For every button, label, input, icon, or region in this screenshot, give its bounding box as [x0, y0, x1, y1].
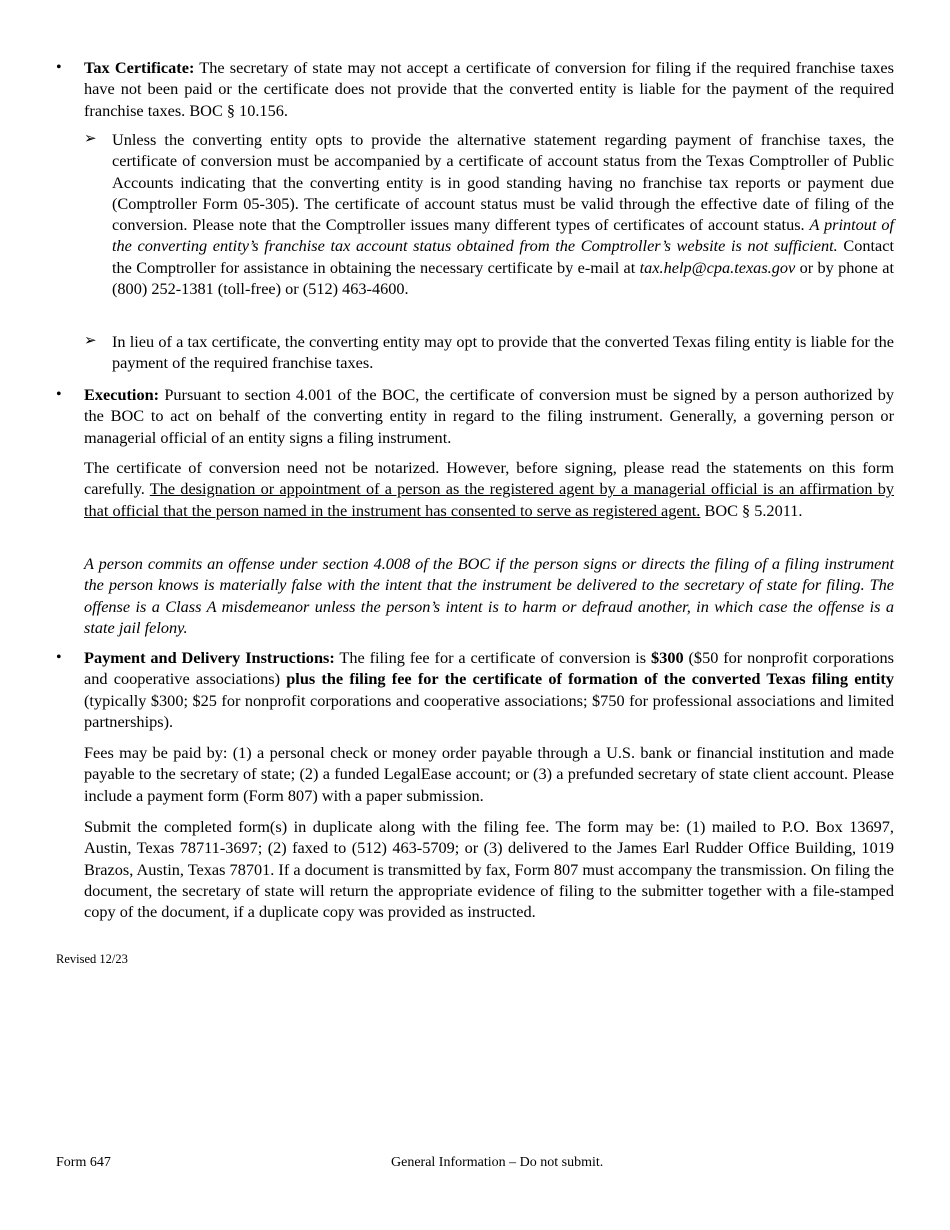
tax-certificate-text: Tax Certificate: The secretary of state may not accept a certificate of conversion for filing if the required franchise taxes have not been paid or the certificate does not provide that the converted entity is liable for the payment of the required franchise taxes. BOC § 10.156. [84, 58, 894, 120]
execution-bullet [56, 384, 894, 448]
tax-sub-item-1-text: Unless the converting entity opts to provide the alternative statement regarding payment of franchise taxes, the certificate of conversion must be accompanied by a certificate of account status from the Texas Comptroller of Public Accounts indicating that the converting entity is in good standing having no franchise tax reports or payment due (Comptroller Form 05-305). The certificate of account status must be valid through the effective date of filing of the conversion. Please note that the Comptroller issues many different types of certificates of account status. A printout of the converting entity’s franchise tax account status obtained from the Comptroller’s website is not sufficient. Contact the Comptroller for assistance in obtaining the necessary certificate by e-mail at tax.help@cpa.texas.gov or by phone at (800) 252-1381 (toll-free) or (512) 463-4600. [112, 130, 894, 299]
execution-label: Execution: [84, 385, 160, 404]
submission-instructions-paragraph: Submit the completed form(s) in duplicate along with the filing fee. The form may be: (1) mailed to P.O. Box 13697, Austin, Texas 78711-3697; (2) faxed to (512) 463-5709; or (3) delivered to the James Earl Rudder Office Building, 1019 Brazos, Austin, Texas 78701. If a document is transmitted by fax, Form 807 must accompany the transmission. On filing the document, the secretary of state will return the appropriate evidence of filing to the submitter together with a file-stamped copy of the document, if a duplicate copy was provided as instructed. [84, 817, 894, 922]
execution-text: Execution: Pursuant to section 4.001 of the BOC, the certificate of conversion must be signed by a person authorized by the BOC to act on behalf of the converting entity in regard to the filing instrument. Generally, a governing person or managerial official of an entity signs a filing instrument. [84, 385, 894, 447]
bullet-icon: • [56, 649, 62, 666]
revision-date: Revised 12/23 [56, 952, 128, 966]
payment-text: Payment and Delivery Instructions: The filing fee for a certificate of conversion is $300 ($50 for nonprofit corporations and cooperative associations) plus the filing fee for the certificate of formation of the converted Texas filing entity (typically $300; $25 for nonprofit corporations and cooperative associations; $750 for professional associations and limited partnerships). [84, 648, 894, 731]
footer-notice: General Information – Do not submit. [391, 1155, 604, 1170]
payment-label: Payment and Delivery Instructions: [84, 648, 335, 667]
tax-sub-item-1 [84, 129, 894, 299]
fee-payment-methods-paragraph: Fees may be paid by: (1) a personal check or money order payable through a U.S. bank or financial institution and made payable to the secretary of state; (2) a funded LegalEase account; or (3) a prefunded secretary of state client account. Please include a payment form (Form 807) with a paper submission. [84, 743, 894, 805]
tax-sub-item-2 [84, 331, 894, 374]
tax-sub-item-2-text: In lieu of a tax certificate, the converting entity may opt to provide that the converted Texas filing entity is liable for the payment of the required franchise taxes. [112, 332, 894, 373]
registered-agent-affirmation: The designation or appointment of a person as the registered agent by a managerial official is an affirmation by that official that the person named in the instrument has consented to serve as registered agent. [84, 479, 894, 520]
filing-fee-amount: $300 [651, 648, 684, 667]
bullet-icon: • [56, 386, 62, 403]
footer-form-number: Form 647 [56, 1155, 111, 1170]
payment-bullet [56, 647, 894, 732]
comptroller-email: tax.help@cpa.texas.gov [639, 257, 796, 277]
execution-notarization-paragraph: The certificate of conversion need not be notarized. However, before signing, please read the statements on this form carefully. The designation or appointment of a person as the registered agent by a managerial official is an affirmation by that official that the person named in the instrument has consented to serve as registered agent. BOC § 5.2011. [84, 458, 894, 520]
tax-certificate-bullet [56, 57, 894, 121]
bullet-icon: • [56, 59, 62, 76]
arrow-bullet-icon: ➢ [84, 131, 97, 147]
tax-certificate-label: Tax Certificate: [84, 58, 195, 77]
arrow-bullet-icon: ➢ [84, 333, 97, 349]
offense-warning-paragraph: A person commits an offense under section 4.008 of the BOC if the person signs or directs the filing of a filing instrument the person knows is materially false with the intent that the instrument be delivered to the secretary of state for filing. The offense is a Class A misdemeanor unless the person’s intent is to harm or defraud another, in which case the offense is a state jail felony. [84, 554, 894, 637]
